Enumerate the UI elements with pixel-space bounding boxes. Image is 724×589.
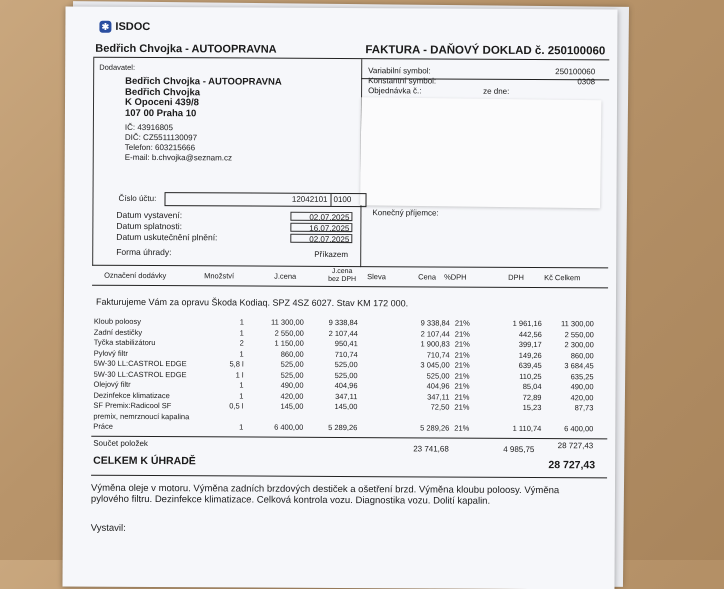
taxable-date: 02.07.2025 (290, 234, 352, 243)
item-name: Zadní destičky (94, 327, 142, 336)
variable-symbol-label: Variabilní symbol: (368, 66, 436, 76)
item-qty: 1 (224, 317, 244, 326)
item-net-price: 347,11 (313, 391, 357, 400)
account-number: 12042101 (292, 195, 328, 204)
symbol-values (515, 67, 595, 87)
item-net-price: 5 289,26 (313, 423, 357, 432)
col-unit-price: J.cena (274, 272, 296, 281)
item-vat-pct: 21% (443, 424, 469, 433)
item-vat-pct: 21% (444, 340, 470, 349)
taxable-label: Datum uskutečnění plnění: (116, 232, 217, 244)
item-qty: 1 (224, 349, 244, 358)
item-qty: 1 (223, 391, 243, 400)
item-price: 347,11 (403, 392, 449, 401)
item-vat: 72,89 (501, 392, 541, 401)
isdoc-logo-icon: ✱ (99, 21, 111, 33)
document-title: FAKTURA - DAŇOVÝ DOKLAD č. 250100060 (365, 44, 605, 57)
item-qty: 1 (224, 328, 244, 337)
symbol-labels (368, 66, 436, 96)
item-price: 72,50 (403, 402, 449, 411)
intro-text: Fakturujeme Vám za opravu Škoda Kodiaq. SPZ 4SZ 6027. Stav KM 172 000. (96, 297, 408, 309)
supplier-phone: Telefon: 603215666 (125, 143, 232, 154)
item-vat: 110,25 (502, 371, 542, 380)
item-price: 404,96 (404, 381, 450, 390)
item-net-price: 710,74 (314, 349, 358, 358)
left-frame (92, 58, 94, 266)
item-qty: 0,5 l (223, 401, 243, 410)
invoice-sheet (62, 7, 617, 589)
item-total: 87,73 (547, 403, 593, 412)
col-vat: DPH (508, 273, 524, 282)
col-net-price-line2: bez DPH (328, 276, 356, 284)
work-description: Výměna oleje v motoru. Výměna zadních brzdových destiček a ošetření brzd. Výměna kloubu poloosy. Výměna pylového filtru. Dezinfekce klimatizace. Celková kontrola vozu. Diagnostika vozu. Dolití kapalin. (91, 483, 591, 508)
item-price: 1 900,83 (404, 339, 450, 348)
item-net-price: 9 338,84 (314, 318, 358, 327)
item-qty: 2 (224, 338, 244, 347)
item-vat-pct: 21% (444, 382, 470, 391)
issued-label: Datum vystavení: (116, 210, 217, 222)
item-unit-price: 490,00 (254, 381, 304, 390)
sum-rule (91, 436, 607, 440)
account-separator (330, 194, 331, 206)
item-total: 420,00 (547, 393, 593, 402)
supplier-title: Bedřich Chvojka - AUTOOPRAVNA (95, 43, 276, 56)
item-vat: 639,45 (502, 361, 542, 370)
date-labels (116, 210, 217, 259)
supplier-line: K Opoceni 439/8 (125, 98, 282, 109)
item-unit-price: 525,00 (254, 360, 304, 369)
item-vat: 85,04 (502, 382, 542, 391)
item-vat: 1 961,16 (502, 319, 542, 328)
item-net-price: 525,00 (314, 360, 358, 369)
item-name: 5W-30 LL:CASTROL EDGE (94, 369, 187, 378)
item-price: 9 338,84 (404, 318, 450, 327)
item-name: SF Premix:Radicool SF (93, 401, 171, 410)
note-rule (91, 475, 607, 479)
due-date: 16.07.2025 (290, 223, 352, 232)
issued-by-label: Vystavil: (91, 523, 126, 534)
table-row (63, 422, 615, 435)
item-unit-price: 525,00 (254, 370, 304, 379)
supplier-line: Bedřich Chvojka (125, 87, 282, 98)
variable-symbol-value: 250100060 (515, 67, 595, 77)
item-unit-price: 11 300,00 (254, 318, 304, 327)
isdoc-logo (99, 21, 150, 33)
payment-label: Forma úhrady: (116, 247, 217, 259)
supplier-dic: DIČ: CZ5511130097 (125, 133, 232, 144)
col-vat-pct: %DPH (444, 273, 467, 282)
constant-symbol-label: Konstantní symbol: (368, 76, 436, 86)
item-unit-price: 420,00 (253, 391, 303, 400)
item-name: Práce (93, 422, 113, 431)
sum-vat: 4 985,75 (503, 445, 534, 454)
item-total: 11 300,00 (548, 319, 594, 328)
item-vat-pct: 21% (443, 403, 469, 412)
supplier-email: E-mail: b.chvojka@seznam.cz (125, 153, 232, 164)
item-vat: 399,17 (502, 340, 542, 349)
item-net-price: 145,00 (313, 402, 357, 411)
supplier-line: Bedřich Chvojka - AUTOOPRAVNA (125, 77, 282, 88)
item-vat: 442,56 (502, 329, 542, 338)
issued-date: 02.07.2025 (290, 212, 352, 221)
item-name: premix, nemrznoucí kapalina (93, 411, 189, 421)
account-box (164, 192, 366, 207)
item-vat-pct: 21% (444, 319, 470, 328)
col-net-price-line1: J.cena (328, 268, 356, 276)
header-bottom-rule (92, 285, 608, 289)
supplier-ico: IČ: 43916805 (125, 123, 232, 134)
item-vat: 15,23 (501, 403, 541, 412)
grand-total-label: CELKEM K ÚHRADĚ (93, 455, 196, 468)
supplier-ids (125, 123, 232, 164)
item-qty: 1 (224, 380, 244, 389)
bank-code: 0100 (333, 195, 351, 204)
item-total: 490,00 (548, 382, 594, 391)
order-date-label: ze dne: (483, 87, 509, 96)
due-label: Datum splatnosti: (116, 221, 217, 233)
item-total: 6 400,00 (547, 424, 593, 433)
item-unit-price: 2 550,00 (254, 328, 304, 337)
item-name: Kloub poloosy (94, 317, 141, 326)
payment-method: Příkazem (314, 250, 348, 259)
item-unit-price: 860,00 (254, 349, 304, 358)
item-net-price: 950,41 (314, 339, 358, 348)
item-qty: 1 l (224, 370, 244, 379)
sum-total: 28 727,43 (543, 441, 593, 450)
item-qty: 1 (223, 422, 243, 431)
col-name: Označení dodávky (104, 271, 166, 280)
item-unit-price: 145,00 (253, 402, 303, 411)
item-total: 2 300,00 (548, 340, 594, 349)
item-total: 860,00 (548, 351, 594, 360)
item-price: 710,74 (404, 350, 450, 359)
item-price: 525,00 (404, 371, 450, 380)
item-vat-pct: 21% (443, 392, 469, 401)
item-net-price: 404,96 (314, 381, 358, 390)
item-price: 3 045,00 (404, 360, 450, 369)
item-price: 5 289,26 (403, 423, 449, 432)
col-net-price (328, 268, 356, 284)
supplier-line: 107 00 Praha 10 (125, 108, 282, 119)
item-unit-price: 6 400,00 (253, 423, 303, 432)
supplier-label: Dodavatel: (99, 63, 135, 72)
col-total: Kč Celkem (544, 273, 580, 282)
item-total: 3 684,45 (548, 361, 594, 370)
item-total: 2 550,00 (548, 330, 594, 339)
col-qty: Množství (204, 271, 234, 280)
item-vat-pct: 21% (444, 361, 470, 370)
item-vat-pct: 21% (444, 350, 470, 359)
recipient-label: Konečný příjemce: (372, 208, 438, 217)
item-vat: 1 110,74 (501, 424, 541, 433)
item-qty: 5,8 l (224, 359, 244, 368)
item-price: 2 107,44 (404, 329, 450, 338)
account-label: Číslo účtu: (118, 194, 156, 203)
header-rule (93, 57, 609, 61)
item-vat-pct: 21% (444, 371, 470, 380)
supplier-address (125, 77, 282, 120)
item-name: Tyčka stabilizátoru (94, 338, 156, 347)
item-name: 5W-30 LL:CASTROL EDGE (94, 359, 187, 368)
item-total: 635,25 (548, 372, 594, 381)
col-discount: Sleva (367, 272, 386, 281)
grand-total-value: 28 727,43 (533, 459, 595, 471)
item-name: Olejový filtr (94, 380, 131, 389)
item-net-price: 2 107,44 (314, 328, 358, 337)
item-vat-pct: 21% (444, 329, 470, 338)
item-vat: 149,26 (502, 350, 542, 359)
logo-text: ISDOC (115, 21, 150, 33)
item-unit-price: 1 150,00 (254, 339, 304, 348)
col-price: Cena (418, 272, 436, 281)
sticky-note (360, 97, 601, 208)
item-net-price: 525,00 (314, 370, 358, 379)
item-name: Dezinfekce klimatizace (93, 390, 169, 399)
constant-symbol-value: 0308 (515, 77, 595, 87)
item-name: Pylový filtr (94, 348, 128, 357)
sum-label: Součet položek (93, 439, 148, 448)
order-number-label: Objednávka č.: (368, 86, 436, 96)
sum-net: 23 741,68 (413, 444, 449, 453)
